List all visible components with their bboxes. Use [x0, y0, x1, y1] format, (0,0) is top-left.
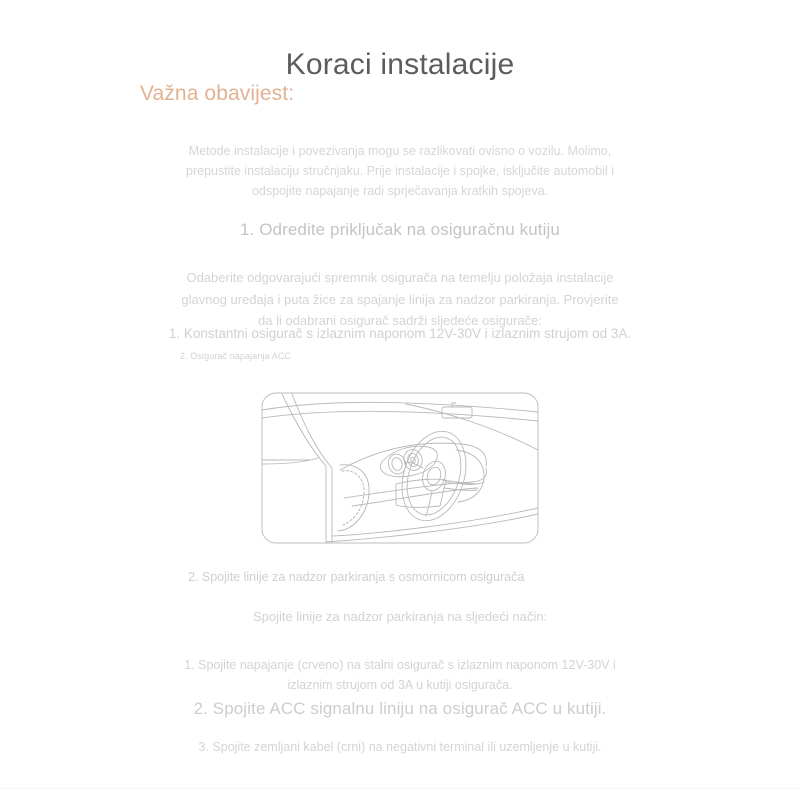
step-2-subheading: Spojite linije za nadzor parkiranja na sljedeći način:: [252, 609, 548, 624]
page-title: Koraci instalacije: [285, 48, 515, 82]
important-notice-heading: Važna obavijest:: [140, 82, 295, 105]
wiring-item-3: 3. Spojite zemljani kabel (crni) na negativni terminal ili uzemljenje u kutiji.: [198, 740, 602, 754]
step-1-body: Odaberite odgovarajući spremnik osigurača na temelju položaja instalacije glavnog uređaja i puta žice za spajanje linija za nadzor parkiranja. Provjerite da li odabrani osigurač sadrži sljedeće osigurače:: [181, 270, 619, 329]
wiring-item-1: 1. Spojite napajanje (crveno) na stalni osigurač s izlaznim naponom 12V-30V i izlaznim strujom od 3A u kutiji osigurača.: [184, 657, 616, 692]
bottom-divider: [0, 788, 800, 789]
illustration-frame: [262, 393, 538, 543]
step-1-heading: 1. Odredite priključak na osiguračnu kutiju: [240, 220, 560, 240]
car-interior-illustration: [256, 388, 544, 548]
wiring-item-2: 2. Spojite ACC signalnu liniju na osigurač ACC u kutiji.: [193, 699, 607, 718]
fuse-requirement-item-2: 2. Osigurač napajanja ACC: [180, 351, 292, 361]
fuse-requirement-item-1: 1. Konstantni osigurač s izlaznim naponom 12V-30V i izlaznim strujom od 3A.: [168, 326, 632, 341]
illustration-lines: [262, 394, 538, 542]
important-notice-body: Metode instalacije i povezivanja mogu se razlikovati ovisno o vozilu. Molimo, prepustite instalaciju stručnjaku. Prije instalacije i spojke, isključite automobil i odspojite napajanje radi sprječavanja kratkih spojeva.: [186, 143, 614, 198]
step-2-heading: 2. Spojite linije za nadzor parkiranja s osmornicom osigurača: [188, 570, 525, 584]
